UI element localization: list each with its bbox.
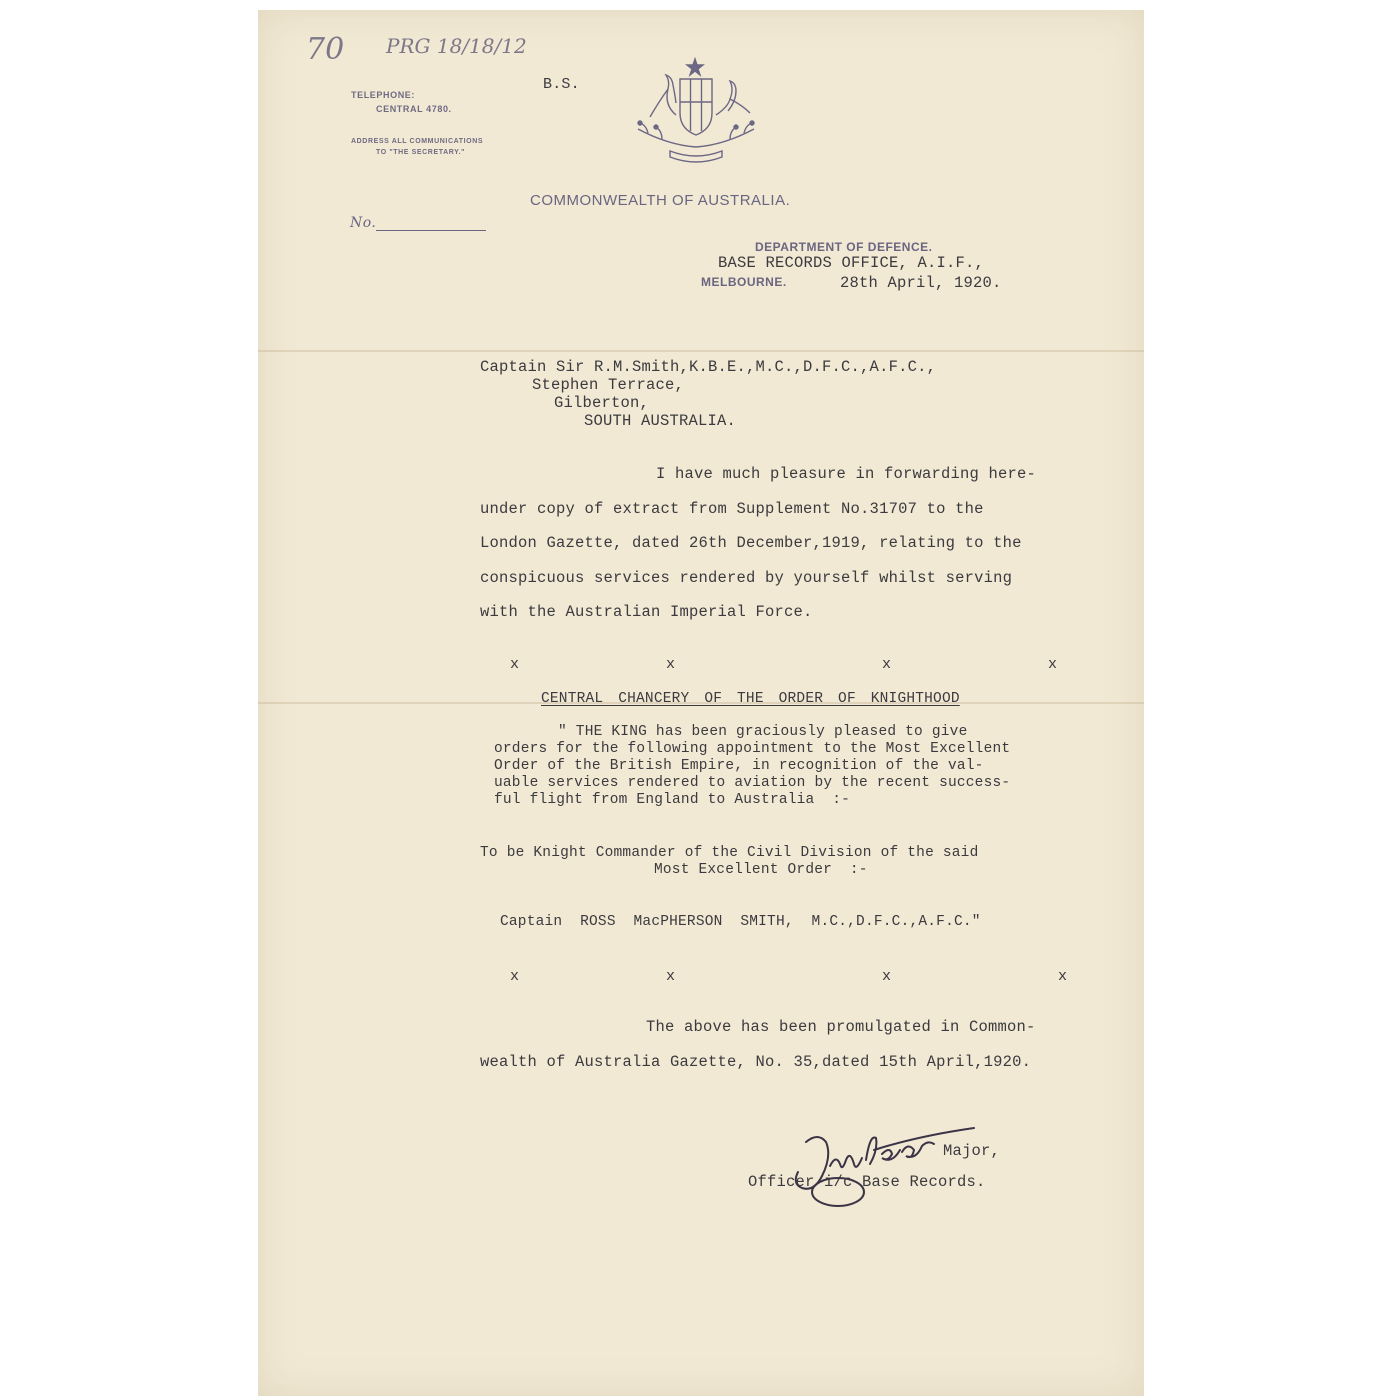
- address-line-1: ADDRESS ALL COMMUNICATIONS: [351, 138, 484, 145]
- paragraph-2-line-1: The above has been promulgated in Common-: [646, 1018, 1036, 1036]
- paragraph-1-line-3: London Gazette, dated 26th December,1919, relating to the: [480, 534, 1022, 552]
- separator-mark: x: [882, 968, 892, 985]
- letter-page: [258, 10, 1144, 1396]
- separator-mark: x: [666, 968, 676, 985]
- city: MELBOURNE.: [701, 275, 787, 289]
- quote-line-1: " THE KING has been graciously pleased to give: [558, 724, 968, 740]
- signatory-position: Officer i/c Base Records.: [748, 1173, 986, 1191]
- quote-line-2: orders for the following appointment to the Most Excellent: [494, 741, 1011, 757]
- quote-line-4: uable services rendered to aviation by the recent success-: [494, 775, 1011, 791]
- quote-line-3: Order of the British Empire, in recognition of the val-: [494, 758, 984, 774]
- separator-mark: x: [882, 656, 892, 673]
- office-name: BASE RECORDS OFFICE, A.I.F.,: [718, 254, 985, 272]
- address-line-2: TO "THE SECRETARY.": [376, 149, 466, 156]
- appointee-name: Captain ROSS MacPHERSON SMITH, M.C.,D.F.C.,A.F.C.": [500, 914, 981, 930]
- paragraph-1-line-2: under copy of extract from Supplement No.31707 to the: [480, 500, 984, 518]
- knight-commander-line-1: To be Knight Commander of the Civil Division of the said: [480, 845, 979, 861]
- initials: B.S.: [543, 76, 580, 93]
- recipient-line-2: Stephen Terrace,: [532, 376, 685, 394]
- pencil-reference: PRG 18/18/12: [386, 34, 527, 58]
- telephone-label: TELEPHONE:: [351, 90, 416, 100]
- quote-line-5: ful flight from England to Australia :-: [494, 792, 851, 808]
- handwritten-signature: [778, 1120, 978, 1210]
- separator-mark: x: [510, 656, 520, 673]
- coat-of-arms-icon: [618, 55, 773, 170]
- signatory-rank: Major,: [943, 1142, 1001, 1160]
- separator-mark: x: [1058, 968, 1068, 985]
- knight-commander-line-2: Most Excellent Order :-: [654, 862, 868, 878]
- letterhead-title: COMMONWEALTH OF AUSTRALIA.: [530, 192, 791, 209]
- department-name: DEPARTMENT OF DEFENCE.: [755, 240, 933, 254]
- telephone-number: CENTRAL 4780.: [376, 104, 452, 114]
- paper-fold: [258, 350, 1144, 352]
- number-label: No.: [350, 215, 377, 231]
- separator-mark: x: [666, 656, 676, 673]
- separator-mark: x: [1048, 656, 1058, 673]
- recipient-line-4: SOUTH AUSTRALIA.: [584, 412, 737, 430]
- paragraph-1-line-5: with the Australian Imperial Force.: [480, 603, 813, 621]
- gazette-heading: CENTRAL CHANCERY OF THE ORDER OF KNIGHTHOOD: [541, 691, 960, 707]
- letter-date: 28th April, 1920.: [840, 274, 1002, 292]
- paragraph-1-line-4: conspicuous services rendered by yourself whilst serving: [480, 569, 1013, 587]
- separator-mark: x: [510, 968, 520, 985]
- number-line: [376, 230, 486, 231]
- paragraph-2-line-2: wealth of Australia Gazette, No. 35,dated 15th April,1920.: [480, 1053, 1032, 1071]
- paragraph-1-line-1: I have much pleasure in forwarding here-: [656, 465, 1037, 483]
- recipient-line-3: Gilberton,: [554, 394, 650, 412]
- recipient-line-1: Captain Sir R.M.Smith,K.B.E.,M.C.,D.F.C.,A.F.C.,: [480, 358, 937, 376]
- pencil-number: 70: [306, 32, 345, 67]
